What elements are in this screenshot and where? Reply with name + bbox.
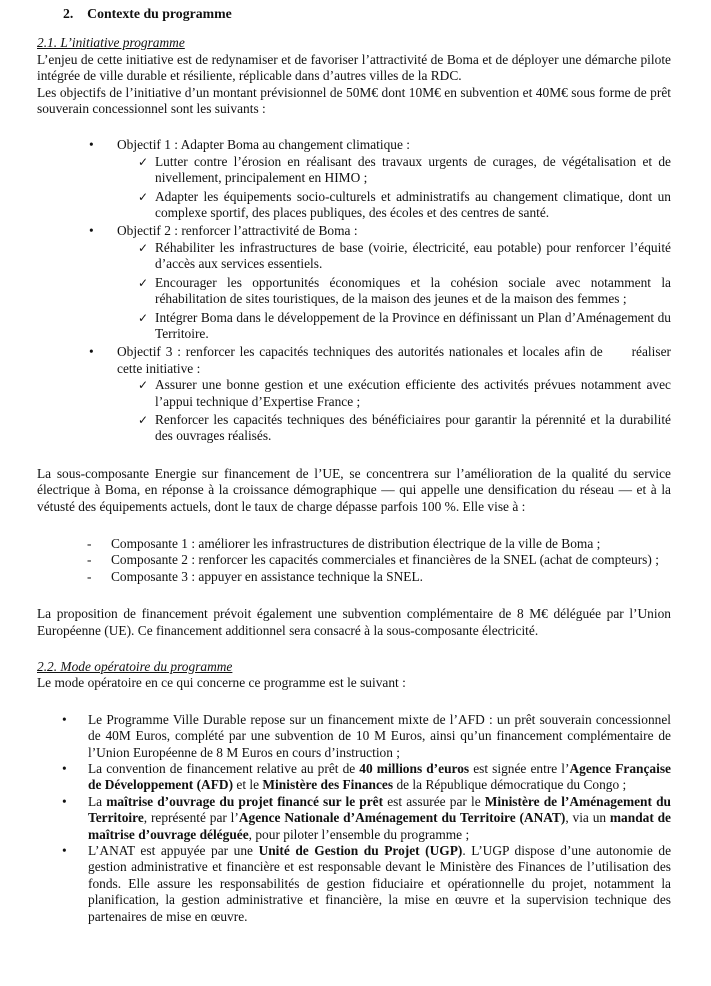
item-text: Assurer une bonne gestion et une exécution efficiente des activités prévues notamment avec l’appui technique d’Expertise France ;: [155, 377, 671, 409]
objective-2-item: [37, 310, 671, 343]
bullet-icon: •: [89, 344, 94, 360]
bullet-icon: •: [62, 761, 67, 777]
composante-item: [37, 536, 671, 552]
bullet-icon: •: [62, 843, 67, 859]
item-text: Le Programme Ville Durable repose sur un financement mixte de l’AFD : un prêt souverain concessionnel de 40M Euros, complété par une subvention de 10 M Euros, ainsi qu’un financement complémentaire de l’Union Européenne de 8 M Euros en cours d’instruction ;: [88, 711, 671, 760]
item-text: Composante 2 : renforcer les capacités commerciales et financières de la SNEL (achat de compteurs) ;: [111, 552, 659, 568]
composante-item: [37, 569, 671, 585]
section-title: 2. Contexte du programme: [63, 6, 232, 21]
objective-2-item: [37, 275, 671, 308]
objective-2-item: [37, 240, 671, 273]
checkmark-icon: ✓: [138, 378, 149, 393]
checkmark-icon: ✓: [138, 412, 149, 427]
energie-paragraph: La sous-composante Energie sur financement de l’UE, se concentrera sur l’amélioration de la qualité du service électrique à Boma, en réponse à la croissance démographique — qui appelle une densification du réseau — et à la vétusté des équipements actuels, dont le taux de charge dépasse parfois 100 %. Elle vise à :: [37, 465, 671, 514]
item-text: Intégrer Boma dans le développement de la Province en définissant un Plan d’Aménagement du Territoire.: [155, 309, 671, 341]
item-text: Lutter contre l’érosion en réalisant des travaux urgents de curages, de végétalisation et de nivellement, principalement en HIMO ;: [155, 153, 671, 186]
objective-1-label: Objectif 1 : Adapter Boma au changement climatique :: [117, 137, 411, 153]
item-text: Réhabiliter les infrastructures de base (voirie, électricité, eau potable) pour renforcer l’équité d’accès aux services essentiels.: [155, 239, 671, 272]
objectives-paragraph: Les objectifs de l’initiative d’un montant prévisionnel de 50M€ dont 10M€ en subvention et 40M€ sous forme de prêt souverain concessionnel sont les suivants :: [37, 84, 671, 117]
item-text: La convention de financement relative au prêt de 40 millions d’euros est signée entre l’Agence Française de Développement (AFD) et le Ministère des Finances de la République démocratique du Congo ;: [88, 761, 671, 793]
dash-icon: -: [87, 535, 92, 551]
mode-item: [37, 712, 671, 761]
item-text: Adapter les équipements socio-culturels et administratifs au changement climatique, dont un complexe sportif, des places publiques, des écoles et des centres de santé.: [155, 188, 671, 221]
objective-3-item: [37, 377, 671, 410]
checkmark-icon: ✓: [138, 154, 149, 169]
intro-paragraph: L’enjeu de cette initiative est de redynamiser et de favoriser l’attractivité de Boma et de déployer une démarche pilote intégrée de ville durable et résiliente, réplicable dans d’autres villes de la RDC.: [37, 51, 671, 84]
objective-1-item: [37, 189, 671, 222]
bullet-icon: •: [89, 223, 94, 239]
item-text: Composante 1 : améliorer les infrastructures de distribution électrique de la ville de Boma ;: [111, 535, 601, 551]
objective-2-label: Objectif 2 : renforcer l’attractivité de Boma :: [117, 223, 358, 239]
bullet-icon: •: [89, 137, 94, 153]
composante-item: [37, 552, 671, 568]
objective-3-label: Objectif 3 : renforcer les capacités techniques des autorités nationales et locales afin de réaliser cette initiative :: [117, 344, 671, 376]
objective-1: [37, 137, 671, 153]
item-text: L’ANAT est appuyée par une Unité de Gestion du Projet (UGP). L’UGP dispose d’une autonomie de gestion administrative et financière et est responsable devant le Ministère des Finances de l’utilisation des fonds. Elle assure les responsabilités de gestion fiduciaire et opérationnelle du projet, notamment la planification, la gestion administrative et financière, la mise en œuvre et la supervision technique des partenaires de mise en œuvre.: [88, 843, 672, 924]
objective-1-item: [37, 154, 671, 187]
item-text: Encourager les opportunités économiques et la cohésion sociale avec notamment la réhabilitation de sites touristiques, de la maison des jeunes et de la maison des femmes ;: [155, 274, 671, 307]
subsection-heading-2-1: 2.1. L’initiative programme: [37, 35, 185, 51]
bullet-icon: •: [62, 793, 67, 809]
mode-item: [37, 794, 671, 843]
checkmark-icon: ✓: [138, 275, 149, 290]
objective-3: [37, 344, 671, 377]
mode-item: [37, 761, 671, 794]
dash-icon: -: [87, 568, 92, 584]
document-page: [37, 6, 671, 925]
checkmark-icon: ✓: [138, 310, 149, 325]
financement-paragraph: La proposition de financement prévoit également une subvention complémentaire de 8 M€ déléguée par l’Union Européenne (UE). Ce financement additionnel sera consacré à la sous-composante électricité.: [37, 606, 671, 638]
objective-3-item: [37, 412, 671, 445]
dash-icon: -: [87, 552, 92, 568]
checkmark-icon: ✓: [138, 189, 149, 204]
mode-item: [37, 843, 671, 925]
item-text: Composante 3 : appuyer en assistance technique la SNEL.: [111, 568, 423, 584]
subsection-heading-2-2: 2.2. Mode opératoire du programme: [37, 659, 233, 674]
item-text: Renforcer les capacités techniques des bénéficiaires pour garantir la pérennité et la durabilité des ouvrages réalisés.: [155, 411, 671, 444]
item-text: La maîtrise d’ouvrage du projet financé sur le prêt est assurée par le Ministère de l’Aménagement du Territoire, représenté par l’Agence Nationale d’Aménagement du Territoire (ANAT), via un mandat de maîtrise d’ouvrage déléguée, pour piloter l’ensemble du programme ;: [88, 793, 671, 842]
checkmark-icon: ✓: [138, 240, 149, 255]
bullet-icon: •: [62, 711, 67, 727]
mode-intro: Le mode opératoire en ce qui concerne ce programme est le suivant :: [37, 675, 406, 691]
objective-2: [37, 223, 671, 239]
